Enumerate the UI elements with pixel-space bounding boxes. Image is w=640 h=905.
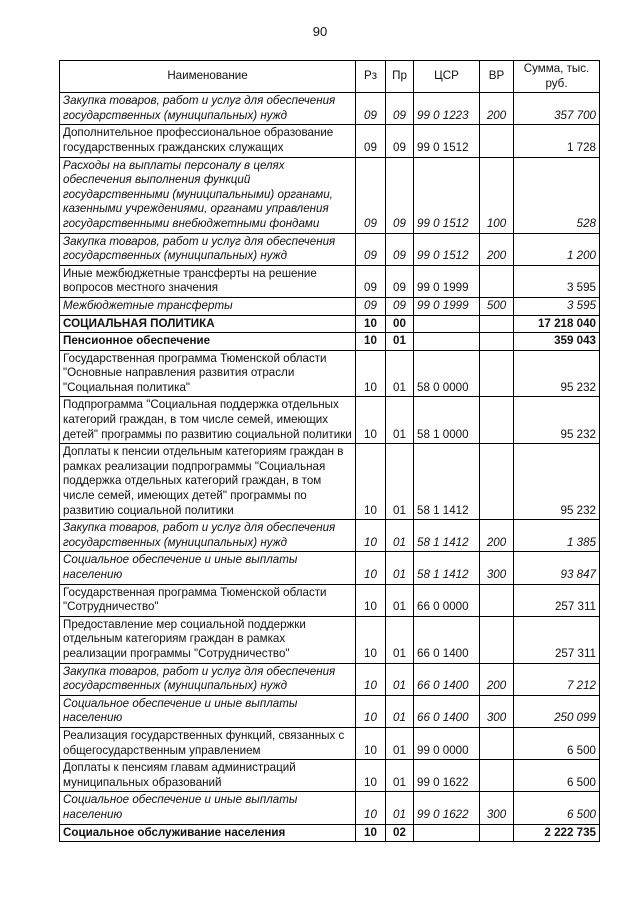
cell-pr: 01	[386, 397, 414, 444]
cell-name: СОЦИАЛЬНАЯ ПОЛИТИКА	[60, 315, 356, 333]
cell-sum: 95 232	[514, 397, 600, 444]
cell-rz: 10	[356, 663, 386, 695]
cell-vr	[480, 315, 514, 333]
column-header-rz: Рз	[356, 61, 386, 93]
table-row	[60, 824, 600, 842]
table-row	[60, 695, 600, 727]
cell-vr	[480, 265, 514, 297]
cell-sum: 257 311	[514, 584, 600, 616]
cell-sum: 95 232	[514, 444, 600, 520]
cell-pr: 09	[386, 265, 414, 297]
cell-vr	[480, 125, 514, 157]
cell-vr	[480, 333, 514, 351]
cell-rz: 10	[356, 616, 386, 663]
cell-csr: 58 0 0000	[414, 350, 480, 397]
cell-name: Закупка товаров, работ и услуг для обеспечения государственных (муниципальных) нужд	[60, 93, 356, 125]
cell-csr: 58 1 0000	[414, 397, 480, 444]
cell-vr: 200	[480, 663, 514, 695]
cell-csr: 99 0 1999	[414, 265, 480, 297]
cell-csr	[414, 315, 480, 333]
cell-pr: 09	[386, 93, 414, 125]
cell-pr: 09	[386, 297, 414, 315]
cell-sum: 6 500	[514, 792, 600, 824]
cell-sum: 528	[514, 157, 600, 233]
cell-rz: 10	[356, 552, 386, 584]
cell-vr	[480, 616, 514, 663]
cell-sum: 359 043	[514, 333, 600, 351]
cell-pr: 09	[386, 233, 414, 265]
cell-rz: 09	[356, 297, 386, 315]
cell-name: Закупка товаров, работ и услуг для обеспечения государственных (муниципальных) нужд	[60, 663, 356, 695]
cell-vr	[480, 727, 514, 759]
cell-sum: 3 595	[514, 265, 600, 297]
cell-vr: 100	[480, 157, 514, 233]
cell-csr: 58 1 1412	[414, 552, 480, 584]
column-header-sum: Сумма, тыс. руб.	[514, 61, 600, 93]
cell-sum: 1 728	[514, 125, 600, 157]
cell-csr: 99 0 1512	[414, 125, 480, 157]
table-row	[60, 350, 600, 397]
cell-sum: 3 595	[514, 297, 600, 315]
table-row	[60, 520, 600, 552]
cell-name: Предоставление мер социальной поддержки отдельным категориям граждан в рамках реализации программы "Сотрудничество"	[60, 616, 356, 663]
cell-pr: 01	[386, 792, 414, 824]
cell-vr	[480, 350, 514, 397]
cell-sum: 6 500	[514, 727, 600, 759]
table-row	[60, 265, 600, 297]
cell-vr	[480, 824, 514, 842]
table-row	[60, 397, 600, 444]
table-row	[60, 297, 600, 315]
cell-vr	[480, 444, 514, 520]
cell-sum: 95 232	[514, 350, 600, 397]
cell-csr: 99 0 1512	[414, 157, 480, 233]
cell-name: Доплаты к пенсиям главам администраций муниципальных образований	[60, 760, 356, 792]
table-header-row	[60, 61, 600, 93]
cell-name: Государственная программа Тюменской области "Основные направления развития отрасли "Социальная политика"	[60, 350, 356, 397]
cell-rz: 09	[356, 265, 386, 297]
cell-csr: 99 0 1622	[414, 792, 480, 824]
cell-vr: 300	[480, 695, 514, 727]
cell-rz: 09	[356, 93, 386, 125]
cell-sum: 6 500	[514, 760, 600, 792]
cell-pr: 01	[386, 616, 414, 663]
table-row	[60, 663, 600, 695]
cell-pr: 09	[386, 125, 414, 157]
cell-vr	[480, 397, 514, 444]
cell-pr: 01	[386, 552, 414, 584]
column-header-csr: ЦСР	[414, 61, 480, 93]
table-row	[60, 125, 600, 157]
cell-pr: 01	[386, 663, 414, 695]
budget-table	[59, 60, 600, 842]
cell-name: Межбюджетные трансферты	[60, 297, 356, 315]
cell-pr: 01	[386, 333, 414, 351]
table-row	[60, 584, 600, 616]
table-row	[60, 616, 600, 663]
cell-sum: 250 099	[514, 695, 600, 727]
cell-rz: 10	[356, 824, 386, 842]
cell-csr: 66 0 1400	[414, 695, 480, 727]
cell-csr: 66 0 1400	[414, 663, 480, 695]
cell-csr: 99 0 0000	[414, 727, 480, 759]
cell-rz: 10	[356, 444, 386, 520]
cell-name: Подпрограмма "Социальная поддержка отдельных категорий граждан, в том числе семей, имеющих детей" программы по развитию социальной политики	[60, 397, 356, 444]
cell-csr: 99 0 1999	[414, 297, 480, 315]
table-row	[60, 233, 600, 265]
cell-pr: 01	[386, 727, 414, 759]
cell-csr: 58 1 1412	[414, 520, 480, 552]
cell-name: Социальное обслуживание населения	[60, 824, 356, 842]
column-header-pr: Пр	[386, 61, 414, 93]
cell-rz: 10	[356, 520, 386, 552]
cell-rz: 09	[356, 233, 386, 265]
cell-vr: 500	[480, 297, 514, 315]
cell-rz: 09	[356, 157, 386, 233]
cell-pr: 01	[386, 584, 414, 616]
cell-pr: 01	[386, 760, 414, 792]
cell-name: Пенсионное обеспечение	[60, 333, 356, 351]
table-row	[60, 552, 600, 584]
cell-csr: 99 0 1223	[414, 93, 480, 125]
cell-rz: 10	[356, 695, 386, 727]
cell-vr	[480, 584, 514, 616]
column-header-name: Наименование	[60, 61, 356, 93]
cell-csr: 58 1 1412	[414, 444, 480, 520]
cell-pr: 01	[386, 444, 414, 520]
cell-rz: 10	[356, 315, 386, 333]
cell-name: Государственная программа Тюменской области "Сотрудничество"	[60, 584, 356, 616]
cell-csr: 99 0 1512	[414, 233, 480, 265]
column-header-vr: ВР	[480, 61, 514, 93]
cell-name: Расходы на выплаты персоналу в целях обеспечения выполнения функций государственными (муниципальными) органами, казенными учреждениями, органами управления государственными внебюджетными фондами	[60, 157, 356, 233]
cell-vr	[480, 760, 514, 792]
table-row	[60, 315, 600, 333]
cell-name: Социальное обеспечение и иные выплаты населению	[60, 552, 356, 584]
cell-pr: 00	[386, 315, 414, 333]
cell-sum: 357 700	[514, 93, 600, 125]
cell-name: Иные межбюджетные трансферты на решение вопросов местного значения	[60, 265, 356, 297]
cell-vr: 300	[480, 792, 514, 824]
cell-csr	[414, 824, 480, 842]
cell-sum: 7 212	[514, 663, 600, 695]
cell-rz: 09	[356, 125, 386, 157]
cell-sum: 1 385	[514, 520, 600, 552]
cell-name: Дополнительное профессиональное образование государственных гражданских служащих	[60, 125, 356, 157]
table-row	[60, 444, 600, 520]
cell-csr: 66 0 0000	[414, 584, 480, 616]
table-row	[60, 792, 600, 824]
cell-sum: 1 200	[514, 233, 600, 265]
cell-pr: 01	[386, 520, 414, 552]
cell-pr: 09	[386, 157, 414, 233]
cell-pr: 02	[386, 824, 414, 842]
cell-name: Закупка товаров, работ и услуг для обеспечения государственных (муниципальных) нужд	[60, 233, 356, 265]
cell-csr	[414, 333, 480, 351]
cell-sum: 93 847	[514, 552, 600, 584]
cell-pr: 01	[386, 350, 414, 397]
table-row	[60, 93, 600, 125]
cell-csr: 99 0 1622	[414, 760, 480, 792]
table-row	[60, 333, 600, 351]
cell-vr: 200	[480, 233, 514, 265]
cell-rz: 10	[356, 350, 386, 397]
cell-rz: 10	[356, 792, 386, 824]
table-row	[60, 727, 600, 759]
cell-sum: 17 218 040	[514, 315, 600, 333]
cell-rz: 10	[356, 397, 386, 444]
cell-rz: 10	[356, 727, 386, 759]
table-row	[60, 157, 600, 233]
table-body	[60, 93, 600, 842]
cell-name: Закупка товаров, работ и услуг для обеспечения государственных (муниципальных) нужд	[60, 520, 356, 552]
cell-rz: 10	[356, 760, 386, 792]
page-number: 90	[312, 24, 328, 39]
cell-vr: 200	[480, 520, 514, 552]
cell-csr: 66 0 1400	[414, 616, 480, 663]
cell-name: Социальное обеспечение и иные выплаты населению	[60, 695, 356, 727]
cell-name: Доплаты к пенсии отдельным категориям граждан в рамках реализации подпрограммы "Социальная поддержка отдельных категорий граждан, в том числе семей, имеющих детей" программы по развитию социальной политики	[60, 444, 356, 520]
cell-rz: 10	[356, 584, 386, 616]
cell-rz: 10	[356, 333, 386, 351]
cell-sum: 257 311	[514, 616, 600, 663]
cell-name: Социальное обеспечение и иные выплаты населению	[60, 792, 356, 824]
cell-sum: 2 222 735	[514, 824, 600, 842]
table-row	[60, 760, 600, 792]
cell-vr: 300	[480, 552, 514, 584]
cell-pr: 01	[386, 695, 414, 727]
cell-vr: 200	[480, 93, 514, 125]
cell-name: Реализация государственных функций, связанных с общегосударственным управлением	[60, 727, 356, 759]
